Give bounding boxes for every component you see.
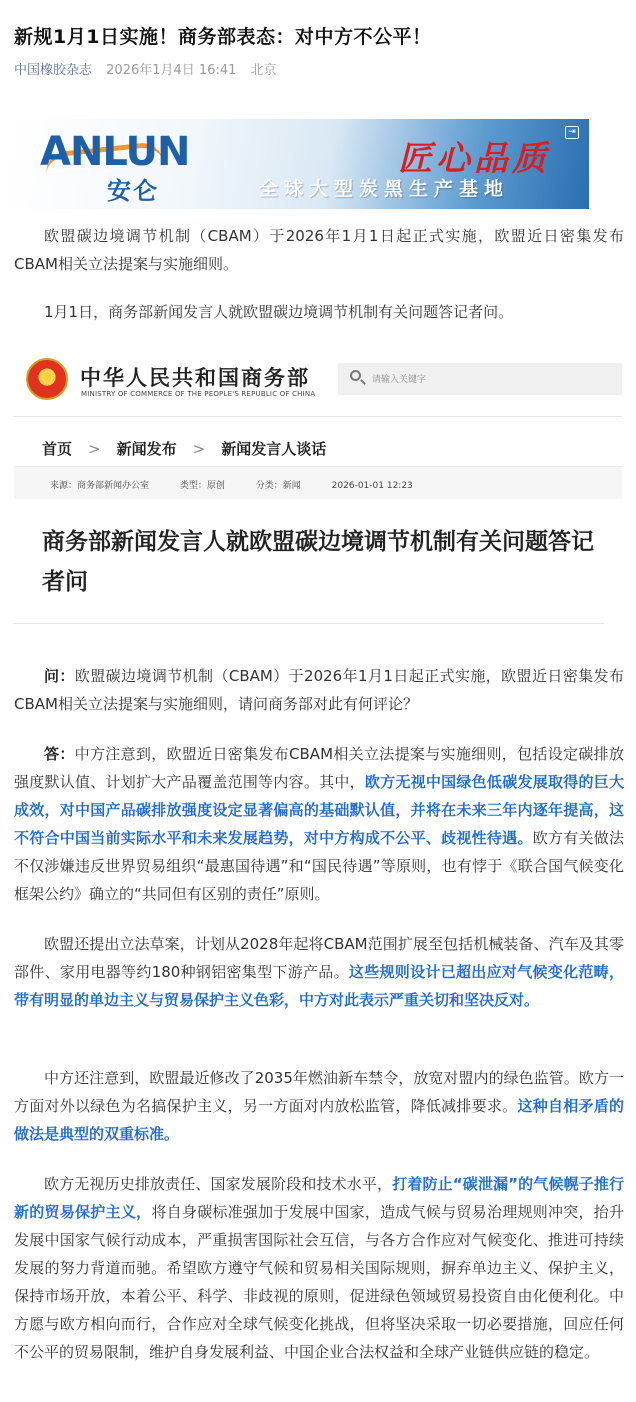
conclusion-text-1: 欧方无视历史排放责任、国家发展阶段和技术水平， [44, 1175, 393, 1193]
info-source: 来源：商务部新闻办公室 [50, 481, 150, 491]
breadcrumb-spokesperson: 新闻发言人谈话 [221, 440, 327, 458]
breadcrumb-separator: > [192, 440, 206, 458]
emblem-star-icon: ★ [40, 367, 55, 386]
double-standard-text: 中方还注意到，欧盟最近修改了2035年燃油新车禁令，放宽对盟内的绿色监管。欧方一方面对外以绿色为名搞保护主义，另一方面对内放松监管，降低减排要求。 [14, 1069, 624, 1115]
paragraph-context: 1月1日，商务部新闻发言人就欧盟碳边境调节机制有关问题答记者问。 [44, 303, 514, 321]
paragraph-answer [14, 740, 624, 908]
paragraph-expansion [14, 930, 624, 1014]
ad-banner[interactable] [13, 119, 589, 209]
breadcrumb-home: 首页 [42, 440, 73, 458]
publish-date: 2026年1月4日 16:41 [106, 63, 237, 78]
double-standard-highlight: 这种自相矛盾的做法是典型的双重标准。 [14, 1097, 624, 1143]
screenshot-article-title: 商务部新闻发言人就欧盟碳边境调节机制有关问题答记者问 [42, 529, 594, 595]
question-label: 问： [44, 667, 75, 685]
search-icon [350, 370, 361, 381]
embedded-webpage-screenshot [14, 346, 622, 628]
search-placeholder: 请输入关键字 [372, 375, 427, 385]
breadcrumb-news: 新闻发布 [116, 440, 177, 458]
ministry-name-cn: 中华人民共和国商务部 [80, 366, 310, 390]
divider [14, 416, 622, 417]
answer-highlight: 欧方无视中国绿色低碳发展取得的巨大成效，对中国产品碳排放强度设定显著偏高的基础默认值，并将在未来三年内逐年提高，这不符合中国当前实际水平和未来发展趋势，对中方构成不公平、歧视性待遇。 [14, 773, 624, 847]
article-meta [14, 59, 277, 78]
paragraph-double-standard [14, 1064, 624, 1148]
paragraph-question [14, 662, 624, 718]
brand-logo-en: ANLUN [40, 129, 190, 175]
ministry-name-en: MINISTRY OF COMMERCE OF THE PEOPLE'S REPUBLIC OF CHINA [81, 390, 316, 398]
info-date: 2026-01-01 12:23 [331, 481, 413, 491]
publish-location: 北京 [250, 63, 277, 78]
banner-slogan-main: 匠心品质 [398, 139, 550, 179]
answer-label: 答： [44, 745, 75, 763]
info-category: 分类：新闻 [255, 481, 301, 491]
info-type: 类型：原创 [179, 481, 225, 491]
brand-logo-cn: 安仑 [107, 177, 159, 205]
article-info-bar [14, 467, 622, 499]
answer-text-2: 欧方有关做法不仅涉嫌违反世界贸易组织“最惠国待遇”和“国民待遇”等原则，也有悖于《联合国气候变化框架公约》确立的“共同但有区别的责任”原则。 [14, 829, 624, 903]
article-title: 新规1月1日实施！商务部表态：对中方不公平！ [14, 26, 432, 48]
breadcrumb [42, 438, 326, 459]
expansion-highlight: 这些规则设计已超出应对气候变化范畴，带有明显的单边主义与贸易保护主义色彩，中方对此表示严重关切和坚决反对。 [14, 963, 624, 1009]
source-account-link[interactable]: 中国橡胶杂志 [14, 63, 93, 78]
expansion-text: 欧盟还提出立法草案，计划从2028年起将CBAM范围扩展至包括机械装备、汽车及其零部件、家用电器等约180种钢铝密集型下游产品。 [14, 935, 624, 981]
breadcrumb-separator: > [88, 440, 101, 458]
banner-slogan-sub: 全球大型炭黑生产基地 [259, 178, 510, 200]
conclusion-text-2: 将自身碳标准强加于发展中国家，造成气候与贸易治理规则冲突，抬升发展中国家气候行动成本，严重损害国际社会互信，与各方合作应对气候变化、推进可持续发展的努力背道而驰。希望欧方遵守气候和贸易相关国际规则，摒弃单边主义、保护主义，保持市场开放，本着公平、科学、非歧视的原则，促进绿色领域贸易投资自由化便利化。中方愿与欧方相向而行，合作应对全球气候变化挑战，但将坚决采取一切必要措施，回应任何不公平的贸易限制，维护自身发展利益、中国企业合法权益和全球产业链供应链的稳定。 [14, 1203, 624, 1361]
paragraph-intro: 欧盟碳边境调节机制（CBAM）于2026年1月1日起正式实施，欧盟近日密集发布CBAM相关立法提案与实施细则。 [14, 227, 624, 273]
conclusion-highlight: 打着防止“碳泄漏”的气候幌子推行新的贸易保护主义， [14, 1175, 625, 1221]
divider [14, 623, 604, 624]
site-search-box [338, 363, 622, 395]
answer-text-1: 中方注意到，欧盟近日密集发布CBAM相关立法提案与实施细则，包括设定碳排放强度默认值、计划扩大产品覆盖范围等内容。其中， [14, 745, 624, 791]
question-text: 欧盟碳边境调节机制（CBAM）于2026年1月1日起正式实施，欧盟近日密集发布CBAM相关立法提案与实施细则，请问商务部对此有何评论？ [14, 667, 624, 713]
ad-icon[interactable]: ⇥ [565, 126, 579, 139]
paragraph-conclusion [14, 1170, 624, 1366]
